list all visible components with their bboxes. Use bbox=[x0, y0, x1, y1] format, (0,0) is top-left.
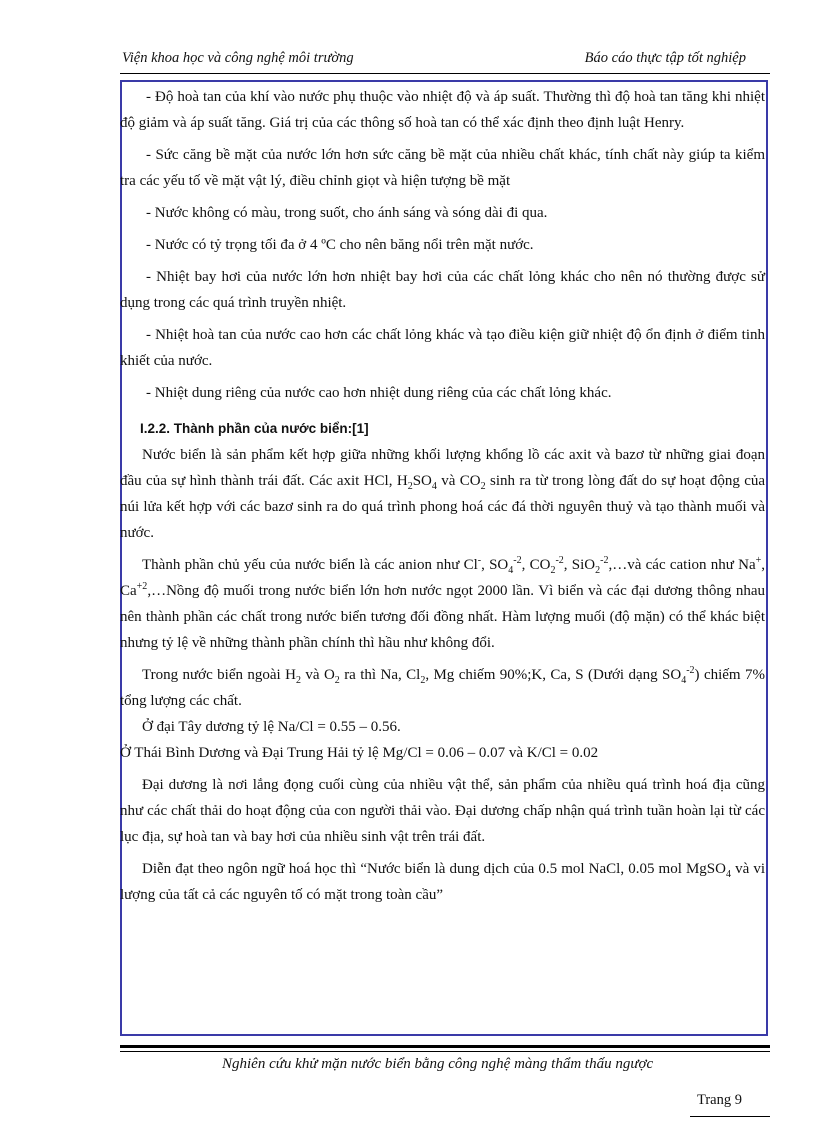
page-header bbox=[120, 50, 746, 72]
paragraph-chemical-definition: Diễn đạt theo ngôn ngữ hoá học thì “Nước biển là dung dịch của 0.5 mol NaCl, 0.05 mol MgSO$_4$ và vi lượng của tất cả các nguyên tố có mặt trong toàn cầu” bbox=[120, 861, 765, 903]
footer-rule-thick bbox=[120, 1045, 770, 1048]
page-number-rule bbox=[690, 1116, 770, 1117]
page-number: Trang 9 bbox=[697, 1092, 742, 1108]
header-institute: Viện khoa học và công nghệ môi trường bbox=[122, 50, 354, 66]
footer-title: Nghiên cứu khử mặn nước biển bằng công nghệ màng thẩm thấu ngược bbox=[222, 1056, 654, 1072]
paragraph-composition-ratio: Trong nước biển ngoài $H_2$ và $O_2$ ra thì Na, $Cl_2$, Mg chiếm 90%;K, Ca, S (Dưới dạng $SO_4^{-2}$) chiếm 7% tổng lượng các chất. bbox=[120, 665, 765, 709]
paragraph-colorless: - Nước không có màu, trong suốt, cho ánh sáng và sóng dài đi qua. bbox=[146, 205, 548, 221]
footer-rule-thin bbox=[120, 1051, 770, 1052]
paragraph-dissolution-heat: - Nhiệt hoà tan của nước cao hơn các chất lỏng khác và tạo điều kiện giữ nhiệt độ ổn định ở điểm tinh khiết của nước. bbox=[120, 327, 765, 369]
paragraph-evaporation-heat: - Nhiệt bay hơi của nước lớn hơn nhiệt bay hơi của các chất lỏng khác cho nên nó thường được sử dụng trong các quá trình truyền nhiệt. bbox=[120, 269, 765, 311]
paragraph-seawater-ions: Thành phần chủ yếu của nước biển là các anion như Cl-, $SO_4^{-2}$, $CO_2^{-2}$, SiO$_2^{-2}$,…và các cation như Na+, $Ca^{+2},\dots Nồng$ độ muối trong nước biển lớn hơn nước ngọt 2000 lần. Vì biển và các đại dương thông nhau nên thành phần các chất trong nước biển tương đối đồng nhất. Hàm lượng muối (độ mặn) có thể khác biệt nhưng tỷ lệ về những thành phần chính thì hầu như không đổi. bbox=[120, 555, 765, 651]
paragraph-seawater-origin: Nước biển là sản phẩm kết hợp giữa những khối lượng khổng lồ các axit và bazơ từ những giai đoạn đầu của sự hình thành trái đất. Các axit HCl, $H_2SO_4$ và $CO_2$ sinh ra từ trong lòng đất do sự hoạt động của núi lửa kết hợp với các bazơ sinh ra do quá trình phong hoá các đá thời nguyên thuỷ và tạo thành muối và nước. bbox=[120, 447, 766, 541]
paragraph-surface-tension: - Sức căng bề mặt của nước lớn hơn sức căng bề mặt của nhiều chất khác, tính chất này giúp ta kiểm tra các yếu tố về mặt vật lý, điều chỉnh giọt và hiện tượng bề mặt bbox=[120, 147, 765, 189]
header-rule bbox=[120, 73, 770, 74]
paragraph-specific-heat: - Nhiệt dung riêng của nước cao hơn nhiệt dung riêng của các chất lỏng khác. bbox=[146, 385, 612, 401]
header-report-type: Báo cáo thực tập tốt nghiệp bbox=[584, 50, 746, 66]
document-body bbox=[120, 84, 765, 908]
paragraph-density: - Nước có tỷ trọng tối đa ở 4 ºC cho nên băng nổi trên mặt nước. bbox=[146, 237, 534, 253]
paragraph-pacific: Ở Thái Bình Dương và Đại Trung Hải tỷ lệ Mg/Cl = 0.06 – 0.07 và K/Cl = 0.02 bbox=[120, 745, 599, 761]
paragraph-gas-solubility: - Độ hoà tan của khí vào nước phụ thuộc vào nhiệt độ và áp suất. Thường thì độ hoà tan tăng khi nhiệt độ giảm và áp suất tăng. Giá trị của các thông số hoà tan có thể xác định theo định luật Henry. bbox=[120, 89, 765, 131]
paragraph-ocean-deposit: Đại dương là nơi lắng đọng cuối cùng của nhiều vật thể, sản phẩm của nhiều quá trình hoá địa cũng như các chất thải do hoạt động của con người thải vào. Đại dương chấp nhận quá trình tuần hoàn lại từ các lục địa, sự hoà tan và bay hơi của nhiều sinh vật trên trái đất. bbox=[120, 777, 765, 845]
paragraph-atlantic: Ở đại Tây dương tỷ lệ Na/Cl = 0.55 – 0.56. bbox=[142, 719, 401, 735]
section-heading: I.2.2. Thành phần của nước biển:[1] bbox=[140, 421, 369, 436]
